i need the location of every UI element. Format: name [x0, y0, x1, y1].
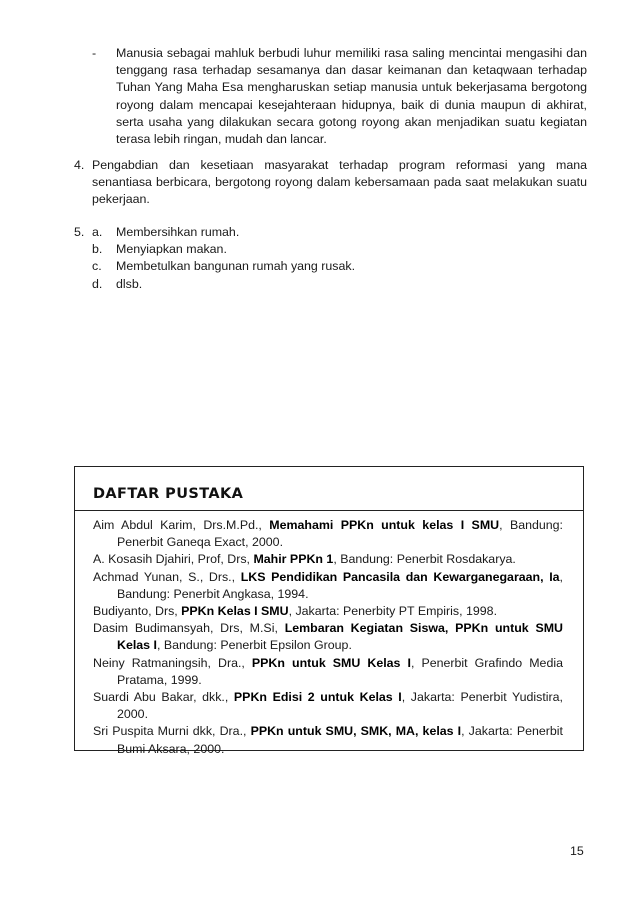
bullet-dash: -	[92, 46, 97, 60]
entry-publisher: , Bandung: Penerbit Rosdakarya.	[333, 552, 516, 567]
entry-title: PPKn untuk SMU, SMK, MA, kelas I	[250, 724, 462, 739]
entry-publisher: , Bandung: Penerbit Ganeqa Exact, 2000.	[117, 518, 563, 550]
entry-author: Dasim Budimansyah, Drs, M.Si,	[93, 621, 285, 636]
entry-author: Budiyanto, Drs,	[93, 604, 182, 619]
entry-author: Sri Puspita Murni dkk, Dra.,	[93, 724, 251, 739]
list-item	[92, 241, 587, 258]
entry-publisher: , Jakarta: Penerbit Bumi Aksara, 2000.	[117, 724, 563, 756]
entry-title: Lembaran Kegiatan Siswa, PPKn untuk SMU Kelas I	[117, 621, 563, 653]
list-item	[92, 224, 587, 241]
entry-publisher: , Bandung: Penerbit Angkasa, 1994.	[117, 569, 563, 601]
bibliography-entry	[93, 655, 563, 689]
bibliography-entry	[93, 689, 563, 723]
bibliography-entry	[93, 551, 563, 568]
entry-title: LKS Pendidikan Pancasila dan Kewarganegaraan, Ia	[240, 569, 560, 584]
sub-text: Membetulkan bangunan rumah yang rusak.	[116, 259, 356, 274]
entry-publisher: , Jakarta: Penerbit Yudistira, 2000.	[117, 690, 563, 722]
bibliography-entry	[93, 620, 563, 654]
bibliography-entry	[93, 723, 563, 757]
entry-author: Aim Abdul Karim, Drs.M.Pd.,	[93, 518, 270, 532]
entry-publisher: , Jakarta: Penerbity PT Empiris, 1998.	[288, 604, 498, 619]
sub-letter: b.	[92, 242, 103, 257]
entry-author: Suardi Abu Bakar, dkk.,	[93, 690, 234, 705]
sub-letter: c.	[92, 259, 102, 274]
sub-letter: a.	[92, 225, 103, 239]
entry-author: Achmad Yunan, S., Drs.,	[93, 569, 241, 584]
bibliography-entry	[93, 603, 563, 620]
sub-letter: d.	[92, 276, 103, 291]
item-text: Pengabdian dan kesetiaan masyarakat terhadap program reformasi yang mana senantiasa berbicara, bergotong royong dalam kebersamaan pada saat melakukan suatu pekerjaan.	[92, 158, 587, 207]
bibliography-box	[74, 466, 584, 756]
item-number: 4.	[74, 158, 85, 172]
bibliography-entry	[93, 517, 563, 551]
bibliography-title: DAFTAR PUSTAKA	[93, 486, 244, 502]
entry-title: Mahir PPKn 1	[253, 552, 334, 567]
bibliography-entry	[93, 569, 563, 603]
bullet-paragraph	[92, 45, 587, 148]
answer-item-5	[74, 224, 587, 293]
item-number: 5.	[74, 225, 85, 239]
entry-title: PPKn untuk SMU Kelas I	[251, 655, 411, 670]
sub-text: Membersihkan rumah.	[116, 225, 240, 239]
entry-publisher: , Penerbit Grafindo Media Pratama, 1999.	[117, 655, 563, 687]
entry-title: Memahami PPKn untuk kelas I SMU	[269, 518, 500, 532]
list-item	[92, 258, 587, 275]
entry-title: PPKn Edisi 2 untuk Kelas I	[233, 690, 402, 705]
title-divider	[75, 510, 583, 511]
answer-item-4	[74, 157, 587, 209]
entry-publisher: , Bandung: Penerbit Epsilon Group.	[156, 638, 352, 653]
bibliography-list	[93, 517, 563, 758]
page-number: 15	[570, 844, 584, 858]
entry-title: PPKn Kelas I SMU	[181, 604, 289, 619]
sub-text: Menyiapkan makan.	[116, 242, 227, 257]
bullet-text: Manusia sebagai mahluk berbudi luhur memiliki rasa saling mencintai mengasihi dan tenggang rasa terhadap sesamanya dan dasar keimanan dan ketaqwaan terhadap Tuhan Yang Maha Esa mengharuskan setiap manusia untuk bekerjasama bergotong royong dalam mencapai kesejahteraan hidupnya, baik di dunia maupun di akhirat, serta usaha yang dilakukan secara gotong royong akan menjadikan suatu kegiatan terasa lebih ringan, mudah dan lancar.	[116, 46, 587, 147]
sub-text: dlsb.	[116, 276, 143, 291]
entry-author: A. Kosasih Djahiri, Prof, Drs,	[93, 552, 254, 567]
entry-author: Neiny Ratmaningsih, Dra.,	[93, 655, 252, 670]
sub-list	[92, 224, 587, 293]
list-item	[92, 276, 587, 293]
